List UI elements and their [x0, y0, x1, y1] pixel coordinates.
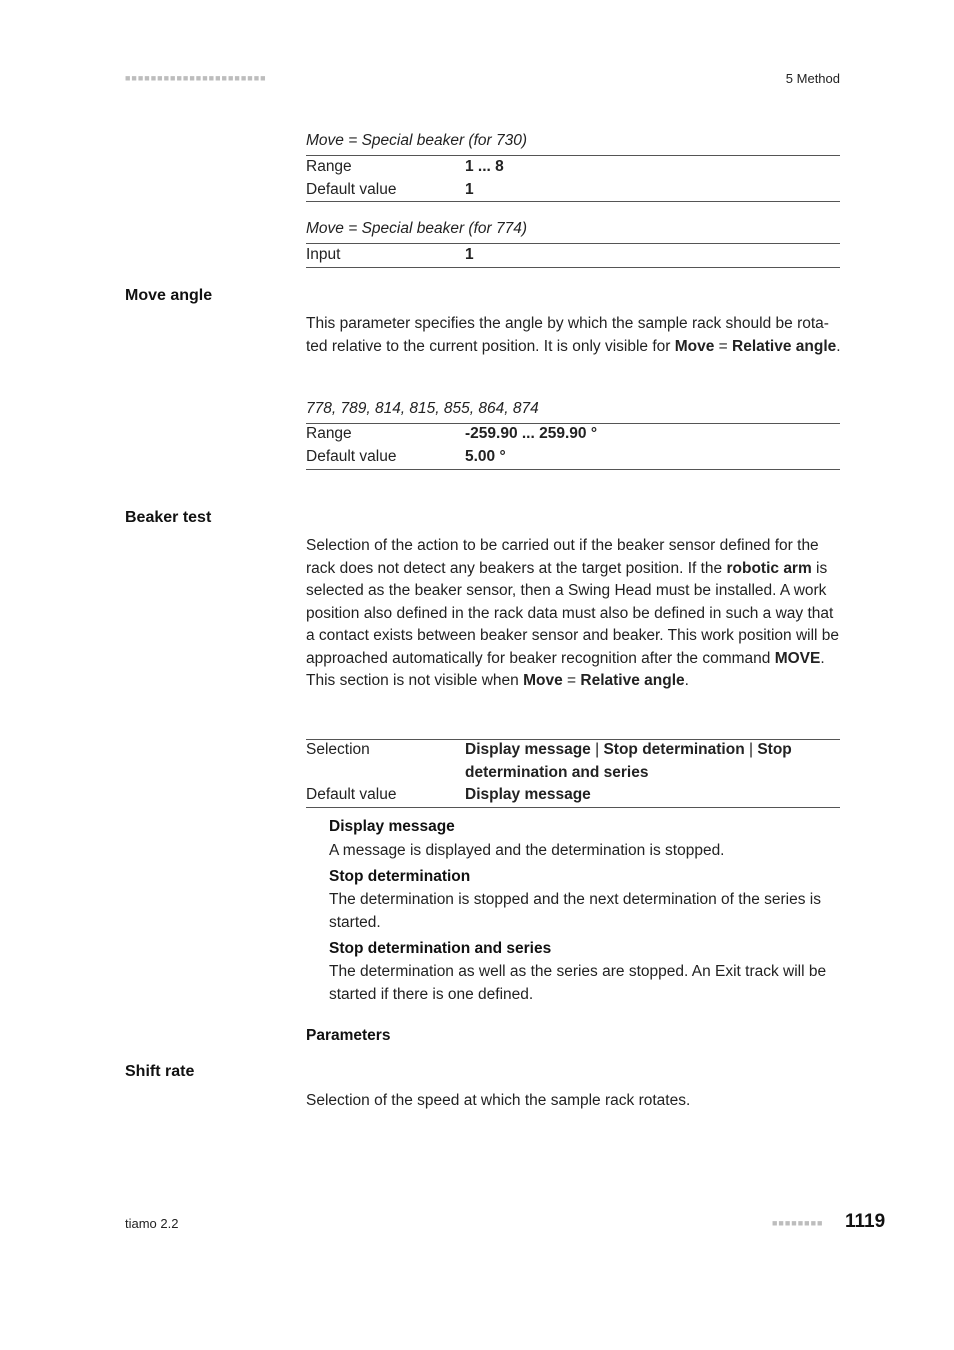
- table-rule: [306, 807, 840, 808]
- option-separator: |: [749, 741, 754, 758]
- param-value: -259.90 ... 259.90 °: [465, 425, 598, 442]
- option-term: Display message: [329, 818, 455, 835]
- param-table-774: [306, 244, 840, 267]
- option-description: A message is displayed and the determination is stopped.: [329, 842, 725, 859]
- table-row: [306, 156, 840, 179]
- section-heading-shift-rate: Shift rate: [125, 1063, 195, 1080]
- param-value: 5.00 °: [465, 447, 506, 465]
- param-table-move-angle: [306, 423, 840, 468]
- bold-term: robotic arm: [726, 559, 812, 577]
- option-description: The determination as well as the series are stopped. An Exit track will be started if there is one defined.: [329, 963, 827, 1003]
- option-value: Display message: [465, 741, 591, 758]
- option-description: The determination is stopped and the next determination of the series is started.: [329, 891, 821, 931]
- param-key: Input: [306, 246, 341, 263]
- option-term: Stop determination: [329, 868, 471, 885]
- param-key: Range: [306, 158, 352, 175]
- table-row: [306, 739, 840, 784]
- param-key: Default value: [306, 786, 397, 803]
- section-heading-move-angle: Move angle: [125, 287, 213, 304]
- bold-term: Move: [674, 337, 715, 355]
- param-value: 1: [465, 246, 474, 263]
- param-value: 1 ... 8: [465, 158, 504, 175]
- table-row: [306, 179, 840, 202]
- table-rule: [306, 201, 840, 202]
- text-run: is selected as the beaker sensor, then a Swing Head must be installed. A work position also defined in the rack data must also be defined in such a way that a contact exists between beaker sensor and beaker. This work position will be approached automatically for beaker recognition after the command: [306, 559, 840, 667]
- bold-term: Relative angle: [580, 672, 685, 689]
- table-caption-774: Move = Special beaker (for 774): [306, 220, 527, 237]
- header-decoration: ■■■■■■■■■■■■■■■■■■■■■■: [125, 73, 267, 83]
- table-row: [306, 423, 840, 446]
- beaker-test-description: [306, 535, 841, 693]
- text-run: =: [714, 337, 733, 355]
- table-caption-730: Move = Special beaker (for 730): [306, 132, 527, 149]
- table-rule: [306, 267, 840, 268]
- section-heading-beaker-test: Beaker test: [125, 509, 212, 526]
- param-key: Range: [306, 425, 352, 442]
- table-row: [306, 244, 840, 267]
- text-run: This parameter specifies the angle by which the sample rack should be rota-ted relative to the current position. It is only visible for: [306, 315, 829, 355]
- page-number: 1119: [845, 1211, 886, 1232]
- text-run: .: [684, 672, 689, 689]
- text-run: =: [562, 672, 581, 689]
- text-run: .: [836, 337, 841, 355]
- table-row: [306, 784, 840, 807]
- param-table-730: [306, 156, 840, 201]
- option-separator: |: [595, 741, 600, 758]
- param-key: Default value: [306, 180, 397, 198]
- move-angle-description: [306, 313, 841, 358]
- option-value: Stop determination: [603, 741, 745, 758]
- option-value: Stop determination and series: [465, 741, 792, 781]
- text-run: Selection of the action to be carried out if the beaker sensor defined for the rack does not detect any beakers at the target position. If the: [306, 537, 819, 577]
- param-value: 1: [465, 180, 474, 198]
- param-value-options: [465, 739, 840, 784]
- bold-term: Move: [523, 672, 563, 689]
- bold-term: Relative angle: [732, 337, 837, 355]
- shift-rate-description: Selection of the speed at which the sample rack rotates.: [306, 1092, 691, 1109]
- param-value: Display message: [465, 786, 591, 803]
- table-rule: [306, 469, 840, 470]
- footer-product: tiamo 2.2: [125, 1216, 179, 1231]
- param-table-beaker-test: [306, 739, 840, 807]
- table-caption-move-angle: 778, 789, 814, 815, 855, 864, 874: [306, 400, 539, 417]
- footer-decoration: ■■■■■■■■: [772, 1218, 824, 1228]
- option-term: Stop determination and series: [329, 940, 552, 957]
- param-key: Default value: [306, 447, 397, 465]
- running-header-section: 5 Method: [785, 71, 840, 86]
- param-key: Selection: [306, 741, 370, 758]
- text-run: . This section is not visible when: [306, 649, 825, 689]
- table-row: [306, 446, 840, 469]
- bold-term: MOVE: [774, 649, 821, 667]
- parameters-heading: Parameters: [306, 1027, 391, 1044]
